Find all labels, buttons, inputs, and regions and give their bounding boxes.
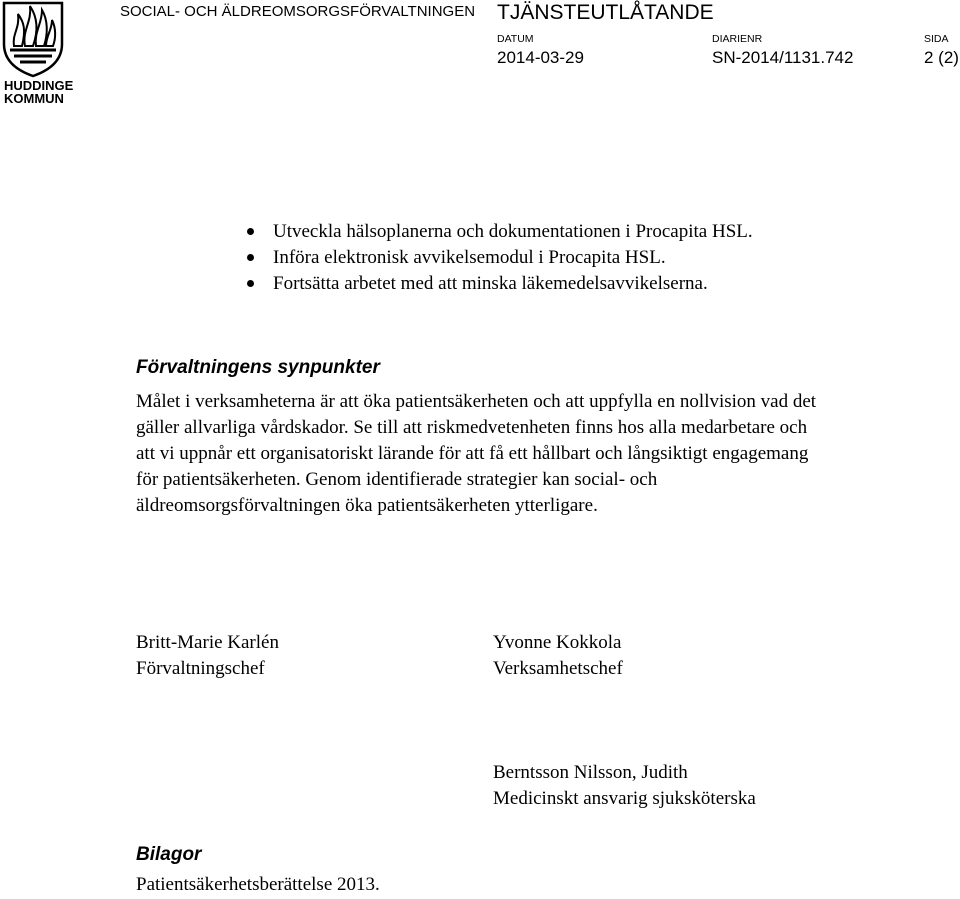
page-label: SIDA [924, 33, 949, 45]
list-item-text: Fortsätta arbetet med att minska läkemedelsavvikelserna. [273, 273, 708, 294]
document-type: TJÄNSTEUTLÅTANDE [497, 1, 714, 24]
bullet-icon [247, 254, 254, 261]
logo-text-line1: HUDDINGE [4, 78, 74, 93]
list-item [247, 245, 753, 271]
section-paragraph: Målet i verksamheterna är att öka patientsäkerheten och att uppfylla en nollvision vad det gäller allvarliga vårdskador. Se till att riskmedvetenheten finns hos alla medarbetare och att vi uppnår ett organisatoriskt lärande för att få ett hållbart och långsiktigt engagemang för patientsäkerheten. Genom identifierade strategier kan social- och äldreomsorgsförvaltningen öka patientsäkerheten ytterligare. [136, 391, 817, 516]
organization-name: SOCIAL- OCH ÄLDREOMSORGSFÖRVALTNINGEN [120, 3, 476, 20]
list-item [247, 219, 753, 245]
list-item [247, 271, 753, 297]
registration-number-value: SN-2014/1131.742 [712, 48, 854, 67]
section-heading: Förvaltningens synpunkter [136, 357, 380, 378]
signature-block [136, 630, 279, 682]
signatory-title: Medicinskt ansvarig sjuksköterska [493, 788, 756, 809]
signatory-title: Verksamhetschef [493, 658, 623, 679]
date-label: DATUM [497, 33, 534, 45]
attachment-item: Patientsäkerhetsberättelse 2013. [136, 874, 380, 895]
bullet-icon [247, 280, 254, 287]
list-item-text: Utveckla hälsoplanerna och dokumentationen i Procapita HSL. [273, 221, 753, 242]
coat-of-arms-icon [0, 0, 66, 78]
signature-block [493, 760, 756, 812]
signatory-name: Yvonne Kokkola [493, 632, 622, 653]
logo-text-line2: KOMMUN [4, 91, 64, 106]
date-value: 2014-03-29 [497, 48, 584, 67]
signature-block [493, 630, 623, 682]
bullet-icon [247, 228, 254, 235]
signatory-name: Berntsson Nilsson, Judith [493, 762, 688, 783]
signatory-name: Britt-Marie Karlén [136, 632, 279, 653]
page-number: 2 (2) [924, 48, 959, 67]
list-item-text: Införa elektronisk avvikelsemodul i Procapita HSL. [273, 247, 666, 268]
signatory-title: Förvaltningschef [136, 658, 265, 679]
action-list [247, 219, 753, 297]
attachments-heading: Bilagor [136, 844, 202, 865]
municipality-logo [0, 0, 74, 110]
registration-number-label: DIARIENR [712, 33, 763, 45]
